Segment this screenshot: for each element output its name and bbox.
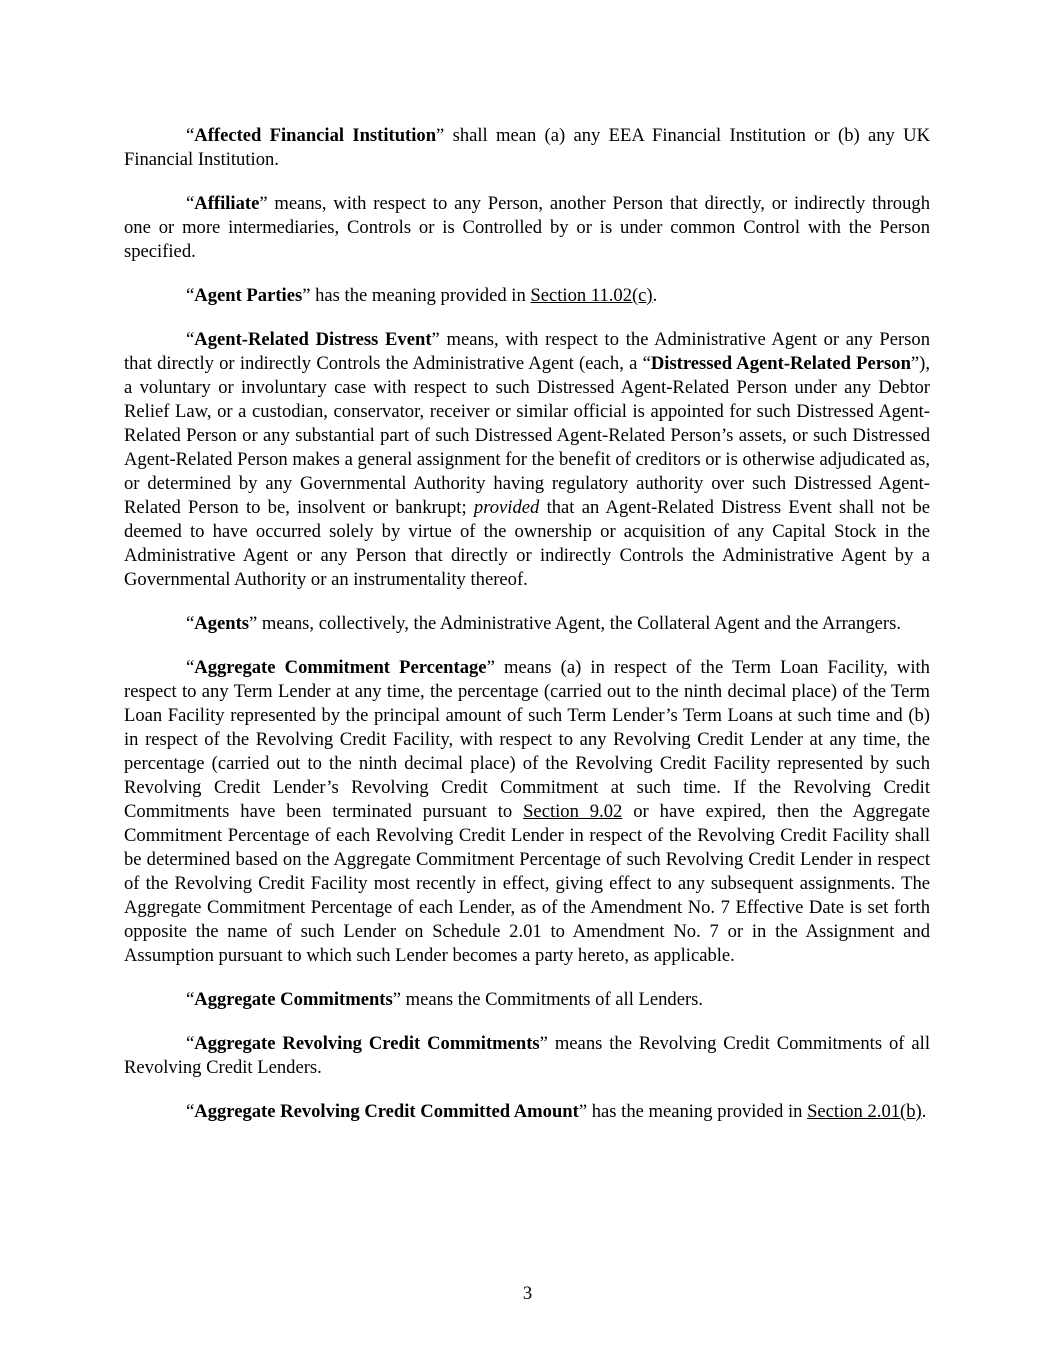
definition-affiliate <box>124 192 930 264</box>
section-reference: Section 2.01(b) <box>807 1101 922 1122</box>
definition-text: ” has the meaning provided in <box>302 285 531 306</box>
defined-term: Affected Financial Institution <box>194 125 437 146</box>
open-quote: “ <box>186 989 195 1010</box>
definition-text: ” shall mean (a) any EEA Financial Institution or (b) any UK Financial Institution. <box>124 125 930 170</box>
definition-text: ” means (a) in respect of the Term Loan Facility, with respect to any Term Lender at any time, the percentage (carried out to the ninth decimal place) of the Term Loan Facility represented by the principal amount of such Term Lender’s Term Loans at such time and (b) in respect of the Revolving Credit Facility, with respect to any Revolving Credit Lender at any time, the percentage (carried out to the ninth decimal place) of the Revolving Credit Facility represented by such Revolving Credit Lender’s Revolving Credit Commitment at such time. If the Revolving Credit Commitments have been terminated pursuant to <box>124 657 930 822</box>
defined-term: Aggregate Commitments <box>194 989 393 1010</box>
definition-text: ” means, with respect to the Administrative Agent or any Person that directly or indirectly Controls the Administrative Agent (each, a “ <box>124 329 931 374</box>
defined-term: Agent Parties <box>194 285 303 306</box>
section-reference: Section 11.02(c) <box>530 285 653 306</box>
definition-text: ”), a voluntary or involuntary case with respect to such Distressed Agent-Related Person under any Debtor Relief Law, or a custodian, conservator, receiver or similar official is appointed for such Distressed Agent-Related Person or any substantial part of such Distressed Agent-Related Person’s assets, or such Distressed Agent-Related Person makes a general assignment for the benefit of creditors or is otherwise adjudicated as, or determined by any Governmental Authority having regulatory authority over such Distressed Agent-Related Person to be, insolvent or bankrupt; <box>124 353 930 518</box>
emphasis-text: provided <box>473 497 540 518</box>
definition-text: . <box>921 1101 927 1122</box>
defined-term: Aggregate Revolving Credit Commitments <box>194 1033 540 1054</box>
definition-affected-financial-institution <box>124 124 930 172</box>
definition-text: . <box>652 285 658 306</box>
defined-term: Agent-Related Distress Event <box>194 329 432 350</box>
defined-term: Affiliate <box>194 193 260 214</box>
definition-text: ” means the Commitments of all Lenders. <box>392 989 704 1010</box>
page-number: 3 <box>522 1283 533 1304</box>
definition-agent-parties <box>124 284 930 308</box>
definition-text: or have expired, then the Aggregate Commitment Percentage of each Revolving Credit Lender in respect of the Revolving Credit Facility shall be determined based on the Aggregate Commitment Percentage of such Revolving Credit Lender in respect of the Revolving Credit Facility most recently in effect, giving effect to any subsequent assignments. The Aggregate Commitment Percentage of each Lender, as of the Amendment No. 7 Effective Date is set forth opposite the name of such Lender on Schedule 2.01 to Amendment No. 7 or in the Assignment and Assumption pursuant to which such Lender becomes a party hereto, as applicable. <box>124 801 930 966</box>
open-quote: “ <box>186 193 195 214</box>
defined-term: Agents <box>194 613 250 634</box>
section-reference: Section 9.02 <box>523 801 623 822</box>
definition-text: ” means, collectively, the Administrative Agent, the Collateral Agent and the Arrangers. <box>249 613 901 634</box>
definition-text: ” has the meaning provided in <box>578 1101 808 1122</box>
open-quote: “ <box>186 657 195 678</box>
document-page <box>124 124 930 1144</box>
open-quote: “ <box>186 329 195 350</box>
definition-aggregate-revolving-credit-committed-amount <box>124 1100 930 1124</box>
open-quote: “ <box>186 1033 195 1054</box>
defined-term-secondary: Distressed Agent-Related Person <box>650 353 911 374</box>
definition-aggregate-commitments <box>124 988 930 1012</box>
definition-text: that an Agent-Related Distress Event shall not be deemed to have occurred solely by virtue of the ownership or acquisition of any Capital Stock in the Administrative Agent or any Person that directly or indirectly Controls the Administrative Agent by a Governmental Authority or an instrumentality thereof. <box>124 497 930 590</box>
definition-aggregate-commitment-percentage <box>124 656 930 968</box>
definition-text: ” means the Revolving Credit Commitments of all Revolving Credit Lenders. <box>124 1033 930 1078</box>
definition-agents <box>124 612 930 636</box>
open-quote: “ <box>186 613 195 634</box>
defined-term: Aggregate Revolving Credit Committed Amount <box>194 1101 579 1122</box>
defined-term: Aggregate Commitment Percentage <box>194 657 487 678</box>
definition-agent-related-distress-event <box>124 328 930 592</box>
open-quote: “ <box>186 125 195 146</box>
open-quote: “ <box>186 1101 195 1122</box>
definition-text: ” means, with respect to any Person, another Person that directly, or indirectly through one or more intermediaries, Controls or is Controlled by or is under common Control with the Person specified. <box>124 193 930 262</box>
open-quote: “ <box>186 285 195 306</box>
definition-aggregate-revolving-credit-commitments <box>124 1032 930 1080</box>
